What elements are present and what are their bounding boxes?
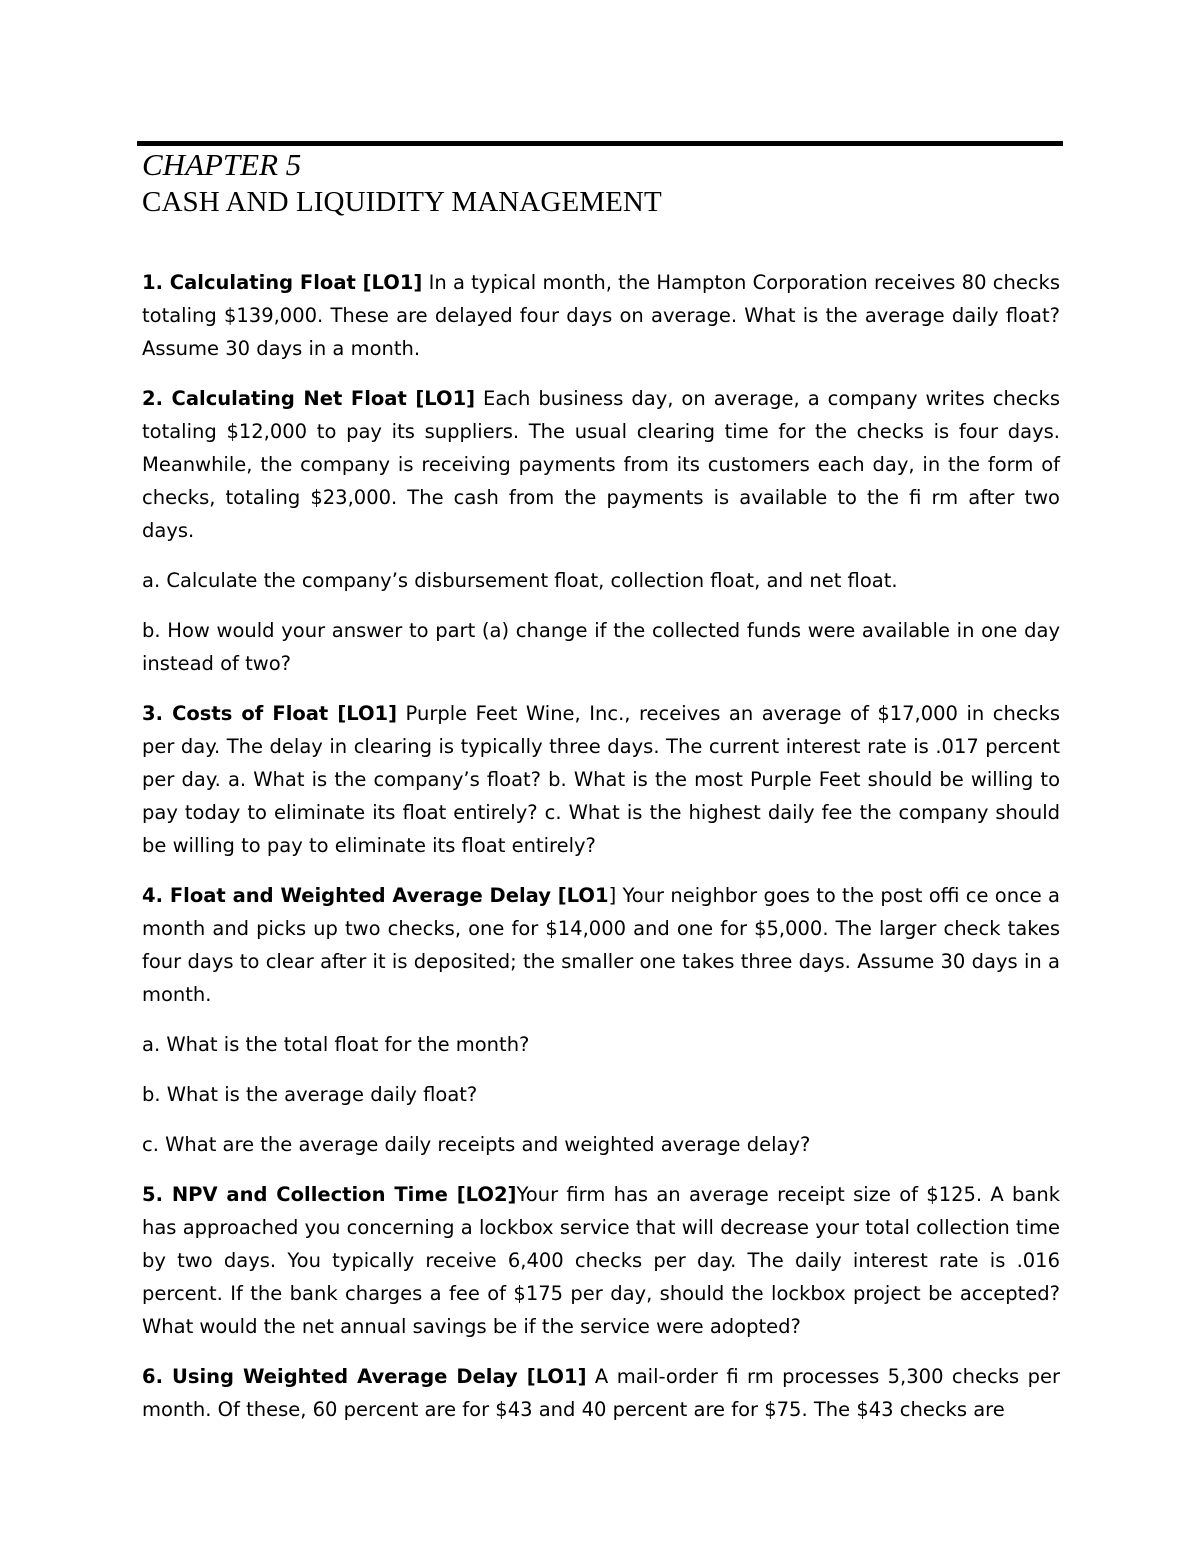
problem-2-text: Each business day, on average, a company writes checks totaling $12,000 to pay its suppliers. The usual clearing time for the checks is four days. Meanwhile, the company is receiving payments from its customers each day, in the form of checks, totaling $23,000. The cash from the payments is available to the fi rm after two days.	[142, 387, 1060, 542]
problem-2-part-b: b. How would your answer to part (a) change if the collected funds were available in one day instead of two?	[142, 619, 1060, 675]
problem-4-heading: 4. Float and Weighted Average Delay [LO1	[142, 884, 609, 907]
problem-4-part-b: b. What is the average daily float?	[142, 1083, 478, 1106]
chapter-number: CHAPTER 5	[142, 147, 302, 182]
problem-list	[142, 266, 1060, 1443]
problem-3-text: Purple Feet Wine, Inc., receives an average of $17,000 in checks per day. The delay in clearing is typically three days. The current interest rate is .017 percent per day. a. What is the company’s float? b. What is the most Purple Feet should be willing to pay today to eliminate its float entirely? c. What is the highest daily fee the company should be willing to pay to eliminate its float entirely?	[142, 702, 1060, 857]
problem-5-text: Your firm has an average receipt size of $125. A bank has approached you concerning a lockbox service that will decrease your total collection time by two days. You typically receive 6,400 checks per day. The daily interest rate is .016 percent. If the bank charges a fee of $175 per day, should the lockbox project be accepted? What would the net annual savings be if the service were adopted?	[142, 1183, 1061, 1338]
problem-1-heading: 1. Calculating Float [LO1]	[142, 271, 423, 294]
problem-2	[142, 382, 1060, 547]
problem-3-heading: 3. Costs of Float [LO1]	[142, 702, 398, 725]
problem-4-text: ] Your neighbor goes to the post offi ce once a month and picks up two checks, one for $14,000 and one for $5,000. The larger check takes four days to clear after it is deposited; the smaller one takes three days. Assume 30 days in a month.	[142, 884, 1060, 1006]
problem-2-heading: 2. Calculating Net Float [LO1]	[142, 387, 476, 410]
problem-5	[142, 1178, 1060, 1343]
problem-2-part-a: a. Calculate the company’s disbursement float, collection float, and net float.	[142, 569, 898, 592]
problem-5-heading: 5. NPV and Collection Time [LO2]	[142, 1183, 517, 1206]
problem-4-part-c: c. What are the average daily receipts and weighted average delay?	[142, 1133, 811, 1156]
chapter-rule	[137, 141, 1063, 146]
problem-1	[142, 266, 1060, 365]
problem-6-heading: 6. Using Weighted Average Delay [LO1]	[142, 1365, 587, 1388]
problem-4-part-a: a. What is the total float for the month?	[142, 1033, 530, 1056]
problem-3	[142, 697, 1060, 862]
chapter-title: CASH AND LIQUIDITY MANAGEMENT	[142, 186, 662, 218]
problem-1-text: In a typical month, the Hampton Corporation receives 80 checks totaling $139,000. These are delayed four days on average. What is the average daily float? Assume 30 days in a month.	[142, 271, 1060, 360]
problem-6	[142, 1360, 1060, 1426]
problem-4	[142, 879, 1060, 1011]
problem-6-text: A mail-order fi rm processes 5,300 checks per month. Of these, 60 percent are for $43 and 40 percent are for $75. The $43 checks are	[142, 1365, 1060, 1421]
